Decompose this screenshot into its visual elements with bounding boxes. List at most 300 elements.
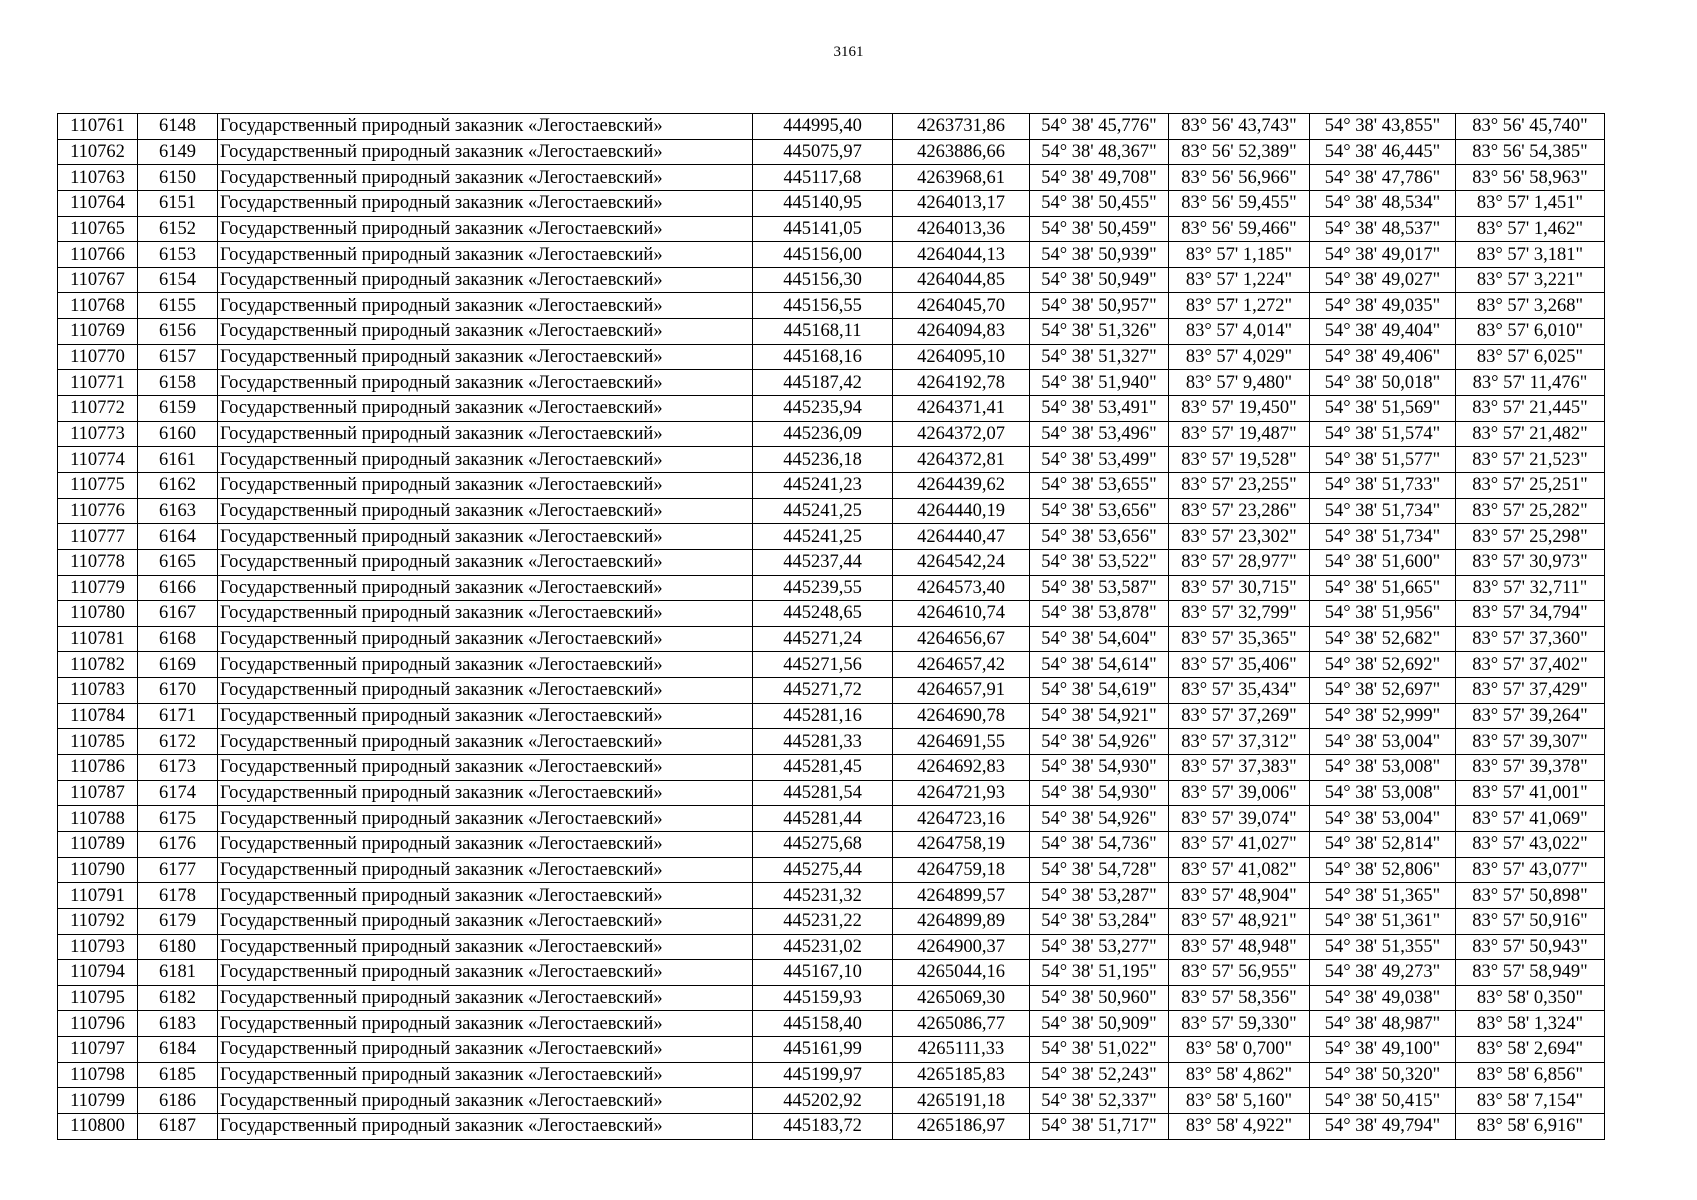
coord-y-cell: 4264899,89 bbox=[893, 908, 1030, 934]
point-number-cell: 6171 bbox=[138, 703, 218, 729]
longitude-1-cell: 83° 57' 19,528" bbox=[1169, 447, 1310, 473]
table-row bbox=[58, 934, 1605, 960]
point-id-cell: 110793 bbox=[58, 934, 138, 960]
latitude-1-cell: 54° 38' 54,930" bbox=[1030, 780, 1169, 806]
zone-name-cell: Государственный природный заказник «Легостаевский» bbox=[218, 908, 753, 934]
coord-y-cell: 4265191,18 bbox=[893, 1088, 1030, 1114]
zone-name-cell: Государственный природный заказник «Легостаевский» bbox=[218, 447, 753, 473]
longitude-2-cell: 83° 57' 21,445" bbox=[1456, 396, 1605, 422]
zone-name-cell: Государственный природный заказник «Легостаевский» bbox=[218, 498, 753, 524]
zone-name-cell: Государственный природный заказник «Легостаевский» bbox=[218, 703, 753, 729]
latitude-1-cell: 54° 38' 50,939" bbox=[1030, 242, 1169, 268]
latitude-2-cell: 54° 38' 52,814" bbox=[1310, 831, 1456, 857]
coord-y-cell: 4264657,91 bbox=[893, 678, 1030, 704]
point-number-cell: 6179 bbox=[138, 908, 218, 934]
zone-name-cell: Государственный природный заказник «Легостаевский» bbox=[218, 652, 753, 678]
table-row bbox=[58, 831, 1605, 857]
point-number-cell: 6155 bbox=[138, 293, 218, 319]
point-number-cell: 6169 bbox=[138, 652, 218, 678]
coord-x-cell: 445271,24 bbox=[753, 626, 893, 652]
table-row bbox=[58, 626, 1605, 652]
zone-name-cell: Государственный природный заказник «Легостаевский» bbox=[218, 344, 753, 370]
longitude-1-cell: 83° 57' 39,074" bbox=[1169, 806, 1310, 832]
table-row bbox=[58, 1037, 1605, 1063]
zone-name-cell: Государственный природный заказник «Легостаевский» bbox=[218, 575, 753, 601]
zone-name-cell: Государственный природный заказник «Легостаевский» bbox=[218, 678, 753, 704]
point-id-cell: 110781 bbox=[58, 626, 138, 652]
latitude-1-cell: 54° 38' 50,949" bbox=[1030, 267, 1169, 293]
longitude-1-cell: 83° 57' 1,185" bbox=[1169, 242, 1310, 268]
latitude-1-cell: 54° 38' 53,522" bbox=[1030, 549, 1169, 575]
longitude-2-cell: 83° 57' 3,181" bbox=[1456, 242, 1605, 268]
latitude-1-cell: 54° 38' 54,926" bbox=[1030, 806, 1169, 832]
point-id-cell: 110799 bbox=[58, 1088, 138, 1114]
point-id-cell: 110788 bbox=[58, 806, 138, 832]
zone-name-cell: Государственный природный заказник «Легостаевский» bbox=[218, 549, 753, 575]
longitude-1-cell: 83° 57' 39,006" bbox=[1169, 780, 1310, 806]
point-number-cell: 6156 bbox=[138, 319, 218, 345]
zone-name-cell: Государственный природный заказник «Легостаевский» bbox=[218, 242, 753, 268]
table-row bbox=[58, 1011, 1605, 1037]
latitude-1-cell: 54° 38' 53,587" bbox=[1030, 575, 1169, 601]
coord-x-cell: 445281,45 bbox=[753, 755, 893, 781]
latitude-2-cell: 54° 38' 51,600" bbox=[1310, 549, 1456, 575]
coord-y-cell: 4264372,81 bbox=[893, 447, 1030, 473]
coord-y-cell: 4264044,85 bbox=[893, 267, 1030, 293]
coord-x-cell: 445248,65 bbox=[753, 601, 893, 627]
longitude-1-cell: 83° 57' 23,286" bbox=[1169, 498, 1310, 524]
point-id-cell: 110794 bbox=[58, 960, 138, 986]
zone-name-cell: Государственный природный заказник «Легостаевский» bbox=[218, 139, 753, 165]
latitude-1-cell: 54° 38' 51,717" bbox=[1030, 1113, 1169, 1139]
point-number-cell: 6176 bbox=[138, 831, 218, 857]
latitude-2-cell: 54° 38' 51,355" bbox=[1310, 934, 1456, 960]
point-id-cell: 110761 bbox=[58, 114, 138, 140]
table-row bbox=[58, 524, 1605, 550]
longitude-1-cell: 83° 57' 41,027" bbox=[1169, 831, 1310, 857]
coord-x-cell: 445281,44 bbox=[753, 806, 893, 832]
latitude-1-cell: 54° 38' 50,909" bbox=[1030, 1011, 1169, 1037]
zone-name-cell: Государственный природный заказник «Легостаевский» bbox=[218, 806, 753, 832]
zone-name-cell: Государственный природный заказник «Легостаевский» bbox=[218, 190, 753, 216]
longitude-1-cell: 83° 57' 23,255" bbox=[1169, 472, 1310, 498]
longitude-2-cell: 83° 57' 39,307" bbox=[1456, 729, 1605, 755]
point-id-cell: 110790 bbox=[58, 857, 138, 883]
longitude-1-cell: 83° 57' 28,977" bbox=[1169, 549, 1310, 575]
zone-name-cell: Государственный природный заказник «Легостаевский» bbox=[218, 729, 753, 755]
coord-x-cell: 444995,40 bbox=[753, 114, 893, 140]
point-number-cell: 6163 bbox=[138, 498, 218, 524]
longitude-1-cell: 83° 57' 30,715" bbox=[1169, 575, 1310, 601]
point-id-cell: 110768 bbox=[58, 293, 138, 319]
coord-y-cell: 4264692,83 bbox=[893, 755, 1030, 781]
zone-name-cell: Государственный природный заказник «Легостаевский» bbox=[218, 216, 753, 242]
table-body bbox=[58, 114, 1605, 1140]
point-number-cell: 6186 bbox=[138, 1088, 218, 1114]
coord-x-cell: 445141,05 bbox=[753, 216, 893, 242]
point-id-cell: 110792 bbox=[58, 908, 138, 934]
latitude-1-cell: 54° 38' 53,499" bbox=[1030, 447, 1169, 473]
table-row bbox=[58, 575, 1605, 601]
coord-y-cell: 4264691,55 bbox=[893, 729, 1030, 755]
latitude-1-cell: 54° 38' 53,277" bbox=[1030, 934, 1169, 960]
coord-x-cell: 445168,16 bbox=[753, 344, 893, 370]
point-id-cell: 110763 bbox=[58, 165, 138, 191]
zone-name-cell: Государственный природный заказник «Легостаевский» bbox=[218, 1037, 753, 1063]
table-row bbox=[58, 319, 1605, 345]
table-row bbox=[58, 190, 1605, 216]
coord-y-cell: 4265111,33 bbox=[893, 1037, 1030, 1063]
point-number-cell: 6160 bbox=[138, 421, 218, 447]
coord-y-cell: 4265185,83 bbox=[893, 1062, 1030, 1088]
coord-x-cell: 445231,02 bbox=[753, 934, 893, 960]
coord-y-cell: 4265186,97 bbox=[893, 1113, 1030, 1139]
coord-y-cell: 4264045,70 bbox=[893, 293, 1030, 319]
point-number-cell: 6162 bbox=[138, 472, 218, 498]
table-row bbox=[58, 549, 1605, 575]
coord-x-cell: 445237,44 bbox=[753, 549, 893, 575]
zone-name-cell: Государственный природный заказник «Легостаевский» bbox=[218, 421, 753, 447]
coord-x-cell: 445187,42 bbox=[753, 370, 893, 396]
longitude-1-cell: 83° 58' 0,700" bbox=[1169, 1037, 1310, 1063]
coord-x-cell: 445231,32 bbox=[753, 883, 893, 909]
coord-x-cell: 445183,72 bbox=[753, 1113, 893, 1139]
point-number-cell: 6148 bbox=[138, 114, 218, 140]
table-row bbox=[58, 472, 1605, 498]
longitude-2-cell: 83° 57' 41,001" bbox=[1456, 780, 1605, 806]
coord-y-cell: 4265044,16 bbox=[893, 960, 1030, 986]
coord-x-cell: 445281,54 bbox=[753, 780, 893, 806]
coord-y-cell: 4264372,07 bbox=[893, 421, 1030, 447]
point-number-cell: 6181 bbox=[138, 960, 218, 986]
point-id-cell: 110797 bbox=[58, 1037, 138, 1063]
longitude-1-cell: 83° 57' 48,904" bbox=[1169, 883, 1310, 909]
table-row bbox=[58, 498, 1605, 524]
point-number-cell: 6182 bbox=[138, 985, 218, 1011]
point-number-cell: 6187 bbox=[138, 1113, 218, 1139]
point-id-cell: 110777 bbox=[58, 524, 138, 550]
latitude-2-cell: 54° 38' 49,794" bbox=[1310, 1113, 1456, 1139]
point-number-cell: 6180 bbox=[138, 934, 218, 960]
latitude-2-cell: 54° 38' 52,692" bbox=[1310, 652, 1456, 678]
latitude-1-cell: 54° 38' 53,287" bbox=[1030, 883, 1169, 909]
zone-name-cell: Государственный природный заказник «Легостаевский» bbox=[218, 319, 753, 345]
zone-name-cell: Государственный природный заказник «Легостаевский» bbox=[218, 626, 753, 652]
table-row bbox=[58, 780, 1605, 806]
point-number-cell: 6152 bbox=[138, 216, 218, 242]
latitude-1-cell: 54° 38' 54,930" bbox=[1030, 755, 1169, 781]
table-row bbox=[58, 601, 1605, 627]
point-number-cell: 6165 bbox=[138, 549, 218, 575]
point-id-cell: 110772 bbox=[58, 396, 138, 422]
latitude-1-cell: 54° 38' 50,960" bbox=[1030, 985, 1169, 1011]
coord-x-cell: 445275,44 bbox=[753, 857, 893, 883]
coord-x-cell: 445281,33 bbox=[753, 729, 893, 755]
point-id-cell: 110789 bbox=[58, 831, 138, 857]
latitude-2-cell: 54° 38' 49,017" bbox=[1310, 242, 1456, 268]
longitude-2-cell: 83° 57' 50,916" bbox=[1456, 908, 1605, 934]
point-number-cell: 6177 bbox=[138, 857, 218, 883]
longitude-1-cell: 83° 57' 4,014" bbox=[1169, 319, 1310, 345]
latitude-2-cell: 54° 38' 51,956" bbox=[1310, 601, 1456, 627]
coord-y-cell: 4265086,77 bbox=[893, 1011, 1030, 1037]
table-row bbox=[58, 857, 1605, 883]
longitude-2-cell: 83° 57' 25,251" bbox=[1456, 472, 1605, 498]
latitude-2-cell: 54° 38' 53,004" bbox=[1310, 729, 1456, 755]
longitude-1-cell: 83° 56' 59,455" bbox=[1169, 190, 1310, 216]
latitude-2-cell: 54° 38' 51,734" bbox=[1310, 498, 1456, 524]
longitude-2-cell: 83° 57' 25,282" bbox=[1456, 498, 1605, 524]
point-id-cell: 110776 bbox=[58, 498, 138, 524]
point-number-cell: 6178 bbox=[138, 883, 218, 909]
table-row bbox=[58, 806, 1605, 832]
latitude-1-cell: 54° 38' 54,736" bbox=[1030, 831, 1169, 857]
coord-x-cell: 445271,56 bbox=[753, 652, 893, 678]
longitude-2-cell: 83° 57' 50,943" bbox=[1456, 934, 1605, 960]
point-id-cell: 110786 bbox=[58, 755, 138, 781]
latitude-1-cell: 54° 38' 50,957" bbox=[1030, 293, 1169, 319]
coord-y-cell: 4264371,41 bbox=[893, 396, 1030, 422]
latitude-2-cell: 54° 38' 49,406" bbox=[1310, 344, 1456, 370]
longitude-2-cell: 83° 57' 39,378" bbox=[1456, 755, 1605, 781]
latitude-1-cell: 54° 38' 51,195" bbox=[1030, 960, 1169, 986]
longitude-2-cell: 83° 57' 6,025" bbox=[1456, 344, 1605, 370]
longitude-2-cell: 83° 58' 7,154" bbox=[1456, 1088, 1605, 1114]
latitude-1-cell: 54° 38' 51,327" bbox=[1030, 344, 1169, 370]
point-id-cell: 110785 bbox=[58, 729, 138, 755]
latitude-2-cell: 54° 38' 50,320" bbox=[1310, 1062, 1456, 1088]
longitude-2-cell: 83° 56' 45,740" bbox=[1456, 114, 1605, 140]
longitude-2-cell: 83° 58' 2,694" bbox=[1456, 1037, 1605, 1063]
coord-y-cell: 4264656,67 bbox=[893, 626, 1030, 652]
point-id-cell: 110791 bbox=[58, 883, 138, 909]
longitude-2-cell: 83° 56' 58,963" bbox=[1456, 165, 1605, 191]
point-id-cell: 110784 bbox=[58, 703, 138, 729]
latitude-2-cell: 54° 38' 48,987" bbox=[1310, 1011, 1456, 1037]
zone-name-cell: Государственный природный заказник «Легостаевский» bbox=[218, 960, 753, 986]
longitude-1-cell: 83° 57' 58,356" bbox=[1169, 985, 1310, 1011]
coord-x-cell: 445241,23 bbox=[753, 472, 893, 498]
point-id-cell: 110782 bbox=[58, 652, 138, 678]
point-number-cell: 6159 bbox=[138, 396, 218, 422]
latitude-2-cell: 54° 38' 51,365" bbox=[1310, 883, 1456, 909]
page-number: 3161 bbox=[833, 44, 864, 60]
latitude-1-cell: 54° 38' 45,776" bbox=[1030, 114, 1169, 140]
latitude-1-cell: 54° 38' 54,921" bbox=[1030, 703, 1169, 729]
zone-name-cell: Государственный природный заказник «Легостаевский» bbox=[218, 1088, 753, 1114]
coord-y-cell: 4263886,66 bbox=[893, 139, 1030, 165]
coord-y-cell: 4264440,19 bbox=[893, 498, 1030, 524]
table-row bbox=[58, 703, 1605, 729]
longitude-1-cell: 83° 57' 56,955" bbox=[1169, 960, 1310, 986]
table-row bbox=[58, 908, 1605, 934]
latitude-1-cell: 54° 38' 53,878" bbox=[1030, 601, 1169, 627]
longitude-2-cell: 83° 57' 21,523" bbox=[1456, 447, 1605, 473]
latitude-2-cell: 54° 38' 49,038" bbox=[1310, 985, 1456, 1011]
table-row bbox=[58, 883, 1605, 909]
table-row bbox=[58, 396, 1605, 422]
coord-y-cell: 4264690,78 bbox=[893, 703, 1030, 729]
latitude-2-cell: 54° 38' 51,577" bbox=[1310, 447, 1456, 473]
coord-x-cell: 445140,95 bbox=[753, 190, 893, 216]
point-number-cell: 6167 bbox=[138, 601, 218, 627]
latitude-2-cell: 54° 38' 48,534" bbox=[1310, 190, 1456, 216]
coord-y-cell: 4265069,30 bbox=[893, 985, 1030, 1011]
point-id-cell: 110762 bbox=[58, 139, 138, 165]
coord-y-cell: 4264899,57 bbox=[893, 883, 1030, 909]
point-id-cell: 110795 bbox=[58, 985, 138, 1011]
latitude-2-cell: 54° 38' 52,682" bbox=[1310, 626, 1456, 652]
point-number-cell: 6149 bbox=[138, 139, 218, 165]
point-number-cell: 6185 bbox=[138, 1062, 218, 1088]
longitude-2-cell: 83° 57' 1,462" bbox=[1456, 216, 1605, 242]
longitude-1-cell: 83° 56' 56,966" bbox=[1169, 165, 1310, 191]
table-row bbox=[58, 293, 1605, 319]
coord-y-cell: 4263968,61 bbox=[893, 165, 1030, 191]
coord-x-cell: 445236,18 bbox=[753, 447, 893, 473]
zone-name-cell: Государственный природный заказник «Легостаевский» bbox=[218, 293, 753, 319]
longitude-1-cell: 83° 57' 41,082" bbox=[1169, 857, 1310, 883]
coord-x-cell: 445161,99 bbox=[753, 1037, 893, 1063]
longitude-1-cell: 83° 58' 4,922" bbox=[1169, 1113, 1310, 1139]
point-id-cell: 110765 bbox=[58, 216, 138, 242]
longitude-1-cell: 83° 57' 37,383" bbox=[1169, 755, 1310, 781]
longitude-1-cell: 83° 57' 37,269" bbox=[1169, 703, 1310, 729]
longitude-1-cell: 83° 57' 35,406" bbox=[1169, 652, 1310, 678]
point-id-cell: 110775 bbox=[58, 472, 138, 498]
longitude-1-cell: 83° 57' 1,224" bbox=[1169, 267, 1310, 293]
longitude-2-cell: 83° 58' 6,856" bbox=[1456, 1062, 1605, 1088]
longitude-1-cell: 83° 57' 19,450" bbox=[1169, 396, 1310, 422]
table-row bbox=[58, 447, 1605, 473]
coord-y-cell: 4264095,10 bbox=[893, 344, 1030, 370]
point-number-cell: 6154 bbox=[138, 267, 218, 293]
zone-name-cell: Государственный природный заказник «Легостаевский» bbox=[218, 267, 753, 293]
longitude-1-cell: 83° 57' 35,365" bbox=[1169, 626, 1310, 652]
table-row bbox=[58, 242, 1605, 268]
coord-x-cell: 445159,93 bbox=[753, 985, 893, 1011]
latitude-2-cell: 54° 38' 51,569" bbox=[1310, 396, 1456, 422]
table-row bbox=[58, 267, 1605, 293]
table-row bbox=[58, 370, 1605, 396]
zone-name-cell: Государственный природный заказник «Легостаевский» bbox=[218, 857, 753, 883]
point-id-cell: 110796 bbox=[58, 1011, 138, 1037]
longitude-2-cell: 83° 57' 21,482" bbox=[1456, 421, 1605, 447]
point-id-cell: 110771 bbox=[58, 370, 138, 396]
point-id-cell: 110770 bbox=[58, 344, 138, 370]
latitude-1-cell: 54° 38' 53,284" bbox=[1030, 908, 1169, 934]
longitude-1-cell: 83° 57' 35,434" bbox=[1169, 678, 1310, 704]
point-id-cell: 110780 bbox=[58, 601, 138, 627]
zone-name-cell: Государственный природный заказник «Легостаевский» bbox=[218, 985, 753, 1011]
coord-y-cell: 4264759,18 bbox=[893, 857, 1030, 883]
latitude-2-cell: 54° 38' 53,004" bbox=[1310, 806, 1456, 832]
latitude-2-cell: 54° 38' 46,445" bbox=[1310, 139, 1456, 165]
latitude-1-cell: 54° 38' 48,367" bbox=[1030, 139, 1169, 165]
latitude-1-cell: 54° 38' 53,655" bbox=[1030, 472, 1169, 498]
coord-y-cell: 4264542,24 bbox=[893, 549, 1030, 575]
latitude-2-cell: 54° 38' 51,574" bbox=[1310, 421, 1456, 447]
zone-name-cell: Государственный природный заказник «Легостаевский» bbox=[218, 883, 753, 909]
longitude-2-cell: 83° 57' 37,402" bbox=[1456, 652, 1605, 678]
point-number-cell: 6184 bbox=[138, 1037, 218, 1063]
longitude-2-cell: 83° 57' 39,264" bbox=[1456, 703, 1605, 729]
latitude-2-cell: 54° 38' 49,027" bbox=[1310, 267, 1456, 293]
coord-x-cell: 445271,72 bbox=[753, 678, 893, 704]
coord-y-cell: 4264192,78 bbox=[893, 370, 1030, 396]
coord-x-cell: 445275,68 bbox=[753, 831, 893, 857]
point-number-cell: 6166 bbox=[138, 575, 218, 601]
longitude-2-cell: 83° 57' 32,711" bbox=[1456, 575, 1605, 601]
point-id-cell: 110764 bbox=[58, 190, 138, 216]
table-row bbox=[58, 985, 1605, 1011]
latitude-1-cell: 54° 38' 50,459" bbox=[1030, 216, 1169, 242]
coord-x-cell: 445167,10 bbox=[753, 960, 893, 986]
zone-name-cell: Государственный природный заказник «Легостаевский» bbox=[218, 524, 753, 550]
longitude-1-cell: 83° 57' 48,948" bbox=[1169, 934, 1310, 960]
table-row bbox=[58, 755, 1605, 781]
longitude-1-cell: 83° 57' 37,312" bbox=[1169, 729, 1310, 755]
table-row bbox=[58, 1088, 1605, 1114]
point-number-cell: 6158 bbox=[138, 370, 218, 396]
latitude-2-cell: 54° 38' 49,404" bbox=[1310, 319, 1456, 345]
latitude-1-cell: 54° 38' 54,619" bbox=[1030, 678, 1169, 704]
table-row bbox=[58, 421, 1605, 447]
point-id-cell: 110773 bbox=[58, 421, 138, 447]
coord-y-cell: 4264044,13 bbox=[893, 242, 1030, 268]
coord-y-cell: 4264900,37 bbox=[893, 934, 1030, 960]
coord-y-cell: 4264013,17 bbox=[893, 190, 1030, 216]
coord-y-cell: 4264094,83 bbox=[893, 319, 1030, 345]
coord-y-cell: 4264440,47 bbox=[893, 524, 1030, 550]
latitude-2-cell: 54° 38' 49,273" bbox=[1310, 960, 1456, 986]
point-number-cell: 6151 bbox=[138, 190, 218, 216]
zone-name-cell: Государственный природный заказник «Легостаевский» bbox=[218, 780, 753, 806]
zone-name-cell: Государственный природный заказник «Легостаевский» bbox=[218, 601, 753, 627]
zone-name-cell: Государственный природный заказник «Легостаевский» bbox=[218, 165, 753, 191]
coord-y-cell: 4264573,40 bbox=[893, 575, 1030, 601]
coord-x-cell: 445281,16 bbox=[753, 703, 893, 729]
point-number-cell: 6153 bbox=[138, 242, 218, 268]
coord-y-cell: 4264657,42 bbox=[893, 652, 1030, 678]
latitude-2-cell: 54° 38' 49,100" bbox=[1310, 1037, 1456, 1063]
table-row bbox=[58, 1062, 1605, 1088]
table-row bbox=[58, 960, 1605, 986]
latitude-1-cell: 54° 38' 54,604" bbox=[1030, 626, 1169, 652]
point-number-cell: 6174 bbox=[138, 780, 218, 806]
table-row bbox=[58, 652, 1605, 678]
point-number-cell: 6175 bbox=[138, 806, 218, 832]
longitude-2-cell: 83° 57' 41,069" bbox=[1456, 806, 1605, 832]
longitude-2-cell: 83° 58' 0,350" bbox=[1456, 985, 1605, 1011]
latitude-2-cell: 54° 38' 43,855" bbox=[1310, 114, 1456, 140]
longitude-2-cell: 83° 57' 50,898" bbox=[1456, 883, 1605, 909]
latitude-1-cell: 54° 38' 53,491" bbox=[1030, 396, 1169, 422]
zone-name-cell: Государственный природный заказник «Легостаевский» bbox=[218, 1113, 753, 1139]
point-id-cell: 110767 bbox=[58, 267, 138, 293]
coord-x-cell: 445075,97 bbox=[753, 139, 893, 165]
zone-name-cell: Государственный природный заказник «Легостаевский» bbox=[218, 370, 753, 396]
zone-name-cell: Государственный природный заказник «Легостаевский» bbox=[218, 1062, 753, 1088]
longitude-1-cell: 83° 58' 5,160" bbox=[1169, 1088, 1310, 1114]
latitude-2-cell: 54° 38' 52,999" bbox=[1310, 703, 1456, 729]
point-number-cell: 6168 bbox=[138, 626, 218, 652]
latitude-1-cell: 54° 38' 50,455" bbox=[1030, 190, 1169, 216]
longitude-1-cell: 83° 57' 48,921" bbox=[1169, 908, 1310, 934]
longitude-2-cell: 83° 57' 25,298" bbox=[1456, 524, 1605, 550]
longitude-1-cell: 83° 57' 59,330" bbox=[1169, 1011, 1310, 1037]
latitude-1-cell: 54° 38' 53,656" bbox=[1030, 498, 1169, 524]
